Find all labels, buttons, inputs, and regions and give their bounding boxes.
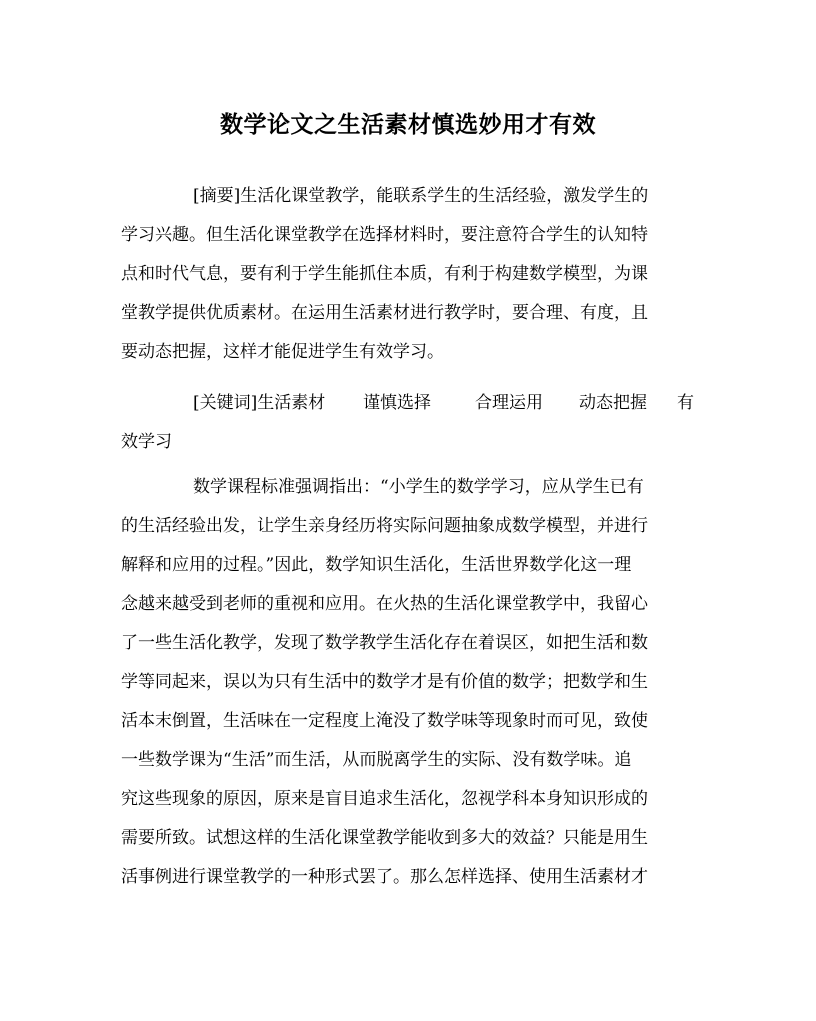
- body-line: 活事例进行课堂教学的一种形式罢了。那么怎样选择、使用生活素材才: [121, 867, 648, 887]
- keywords-row: [121, 384, 697, 423]
- body-line: 一些数学课为“生活”而生活，从而脱离学生的实际、没有数学味。追: [121, 750, 632, 770]
- abstract-line: 堂教学提供优质素材。在运用生活素材进行教学时，要合理、有度，且: [121, 303, 648, 323]
- body-line: 解释和应用的过程。”因此，数学知识生活化，生活世界数学化这一理: [121, 555, 632, 575]
- keyword-item: 谨慎选择: [363, 393, 431, 413]
- keyword-item-continued: 效学习: [121, 432, 172, 452]
- keyword-item: 合理运用: [475, 393, 543, 413]
- body-line: 需要所致。试想这样的生活化课堂教学能收到多大的效益？只能是用生: [121, 828, 648, 848]
- body-line: 了一些生活化教学，发现了数学教学生活化存在着误区，如把生活和数: [121, 633, 648, 653]
- abstract-line: 要动态把握，这样才能促进学生有效学习。: [121, 342, 444, 362]
- keywords-label: [关键词]生活素材: [193, 393, 326, 413]
- body-line: 的生活经验出发，让学生亲身经历将实际问题抽象成数学模型，并进行: [121, 516, 648, 536]
- body-line: 念越来越受到老师的重视和应用。在火热的生活化课堂教学中，我留心: [121, 594, 648, 614]
- keyword-item: 动态把握: [579, 393, 647, 413]
- keyword-item: 有: [677, 393, 694, 413]
- body-line: 活本末倒置，生活味在一定程度上淹没了数学味等现象时而可见，致使: [121, 711, 648, 731]
- body-paragraph: [121, 468, 697, 897]
- abstract-paragraph: [121, 177, 697, 372]
- abstract-line: [摘要]生活化课堂教学，能联系学生的生活经验，激发学生的: [193, 186, 649, 206]
- abstract-line: 点和时代气息，要有利于学生能抓住本质，有利于构建数学模型，为课: [121, 264, 648, 284]
- document-title: 数学论文之生活素材慎选妙用才有效: [220, 111, 596, 138]
- body-line: 数学课程标准强调指出：“小学生的数学学习，应从学生已有: [193, 477, 644, 497]
- body-line: 学等同起来，误以为只有生活中的数学才是有价值的数学；把数学和生: [121, 672, 648, 692]
- keywords-paragraph: [121, 384, 697, 462]
- abstract-line: 学习兴趣。但生活化课堂教学在选择材料时，要注意符合学生的认知特: [121, 225, 648, 245]
- body-line: 究这些现象的原因，原来是盲目追求生活化，忽视学科本身知识形成的: [121, 789, 648, 809]
